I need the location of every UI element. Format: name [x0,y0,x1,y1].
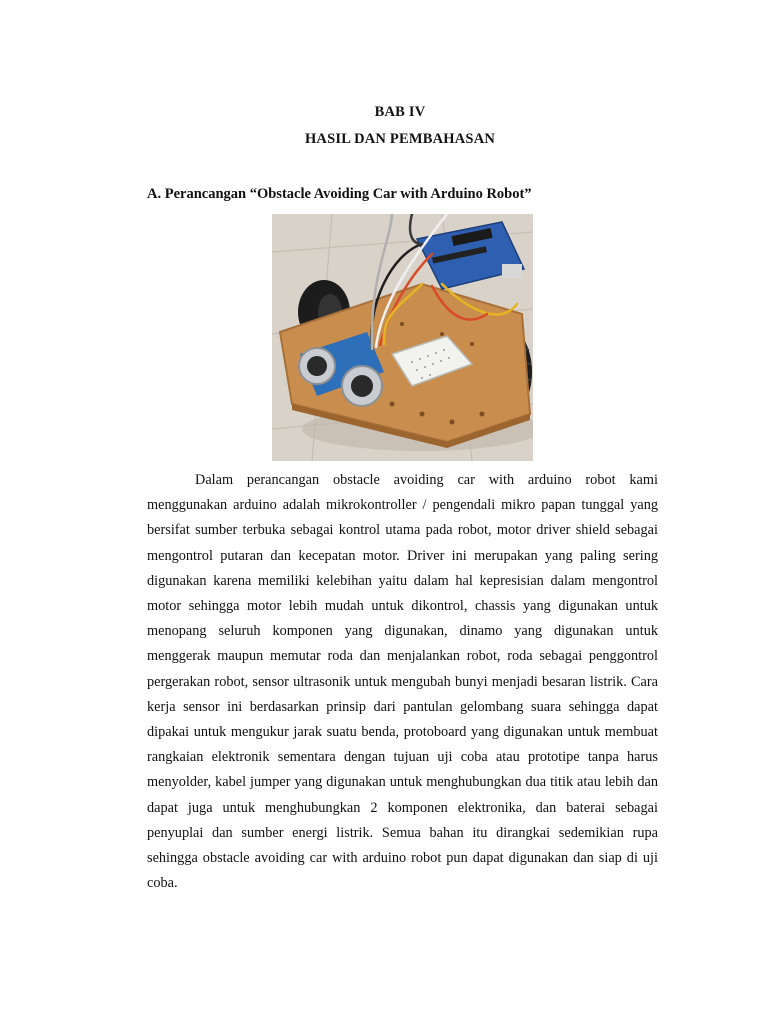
chapter-title: HASIL DAN PEMBAHASAN [304,131,496,147]
section-heading: A. Perancangan “Obstacle Avoiding Car with Arduino Robot” [147,186,532,202]
transducer-left-mesh [307,356,327,376]
chapter-number: BAB IV [374,104,426,120]
body-paragraph: Dalam perancangan obstacle avoiding car with arduino robot kami menggunakan arduino adalah mikrokontroller / pengendali mikro papan tunggal yang bersifat sumber terbuka sebagai kontrol utama pada robot, motor driver shield sebagai mengontrol putaran dan kecepatan motor. Driver ini merupakan yang paling sering digunakan karena memiliki kelebihan yaitu dalam hal kepresisian dalam mengontrol motor sehingga motor lebih mudah untuk dikontrol, chassis yang digunakan untuk menopang seluruh komponen yang digunakan, dinamo yang digunakan untuk menggerak maupun memutar roda dan menjalankan robot, roda sebagai penggontrol pergerakan robot, sensor ultrasonik untuk mengubah bunyi menjadi besaran listrik. Cara kerja sensor ini berdasarkan prinsip dari pantulan gelombang suara sehingga dapat dipakai untuk mengukur jarak suatu benda, protoboard yang digunakan untuk membuat rangkaian elektronik sementara dengan tujuan uji coba atau prototipe tanpa harus menyolder, kabel jumper yang digunakan untuk menghubungkan dua titik atau lebih dan dapat juga untuk menghubungkan 2 komponen elektronika, dan baterai sebagai penyuplai dan sumber energi listrik. Semua bahan itu dirangkai sedemikian rupa sehingga obstacle avoiding car with arduino robot pun dapat digunakan dan siap di uji coba. [147,472,658,892]
transducer-right-mesh [351,375,373,397]
robot-car-photo [272,214,533,461]
robot-car-illustration [272,214,533,461]
usb-port [502,264,522,278]
